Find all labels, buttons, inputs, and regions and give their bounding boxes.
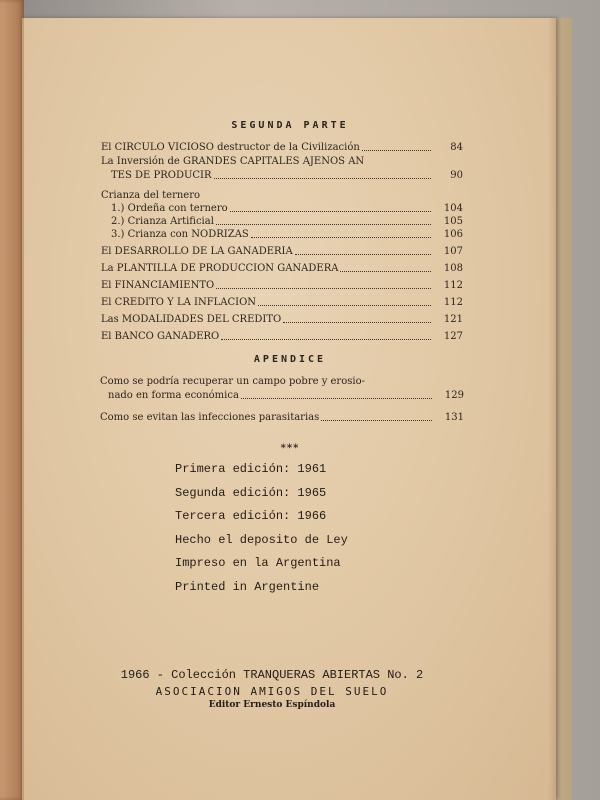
toc-leader (216, 224, 431, 225)
toc-leader (251, 237, 431, 238)
toc-entry (101, 308, 463, 325)
toc-entry-page: 121 (443, 314, 463, 325)
toc-entry (100, 387, 464, 401)
toc-leader (214, 178, 431, 179)
section-heading-apendice: APENDICE (253, 354, 327, 365)
edition-line: Primera edición: 1961 (175, 462, 327, 476)
toc-entry-page: 112 (443, 280, 463, 291)
toc-entry-title: 2.) Crianza Artificial (111, 216, 214, 227)
toc-entry-page: 127 (443, 331, 463, 342)
toc-entry-page: 108 (443, 263, 463, 274)
toc-segunda-parte (101, 136, 463, 342)
edition-line: Printed in Argentine (175, 579, 320, 594)
toc-entry-title: El CIRCULO VICIOSO destructor de la Civilización (101, 142, 360, 153)
toc-entry-page: 112 (443, 297, 463, 308)
toc-entry-title: Crianza del ternero (101, 190, 201, 201)
toc-entry-title: El CREDITO Y LA INFLACION (101, 297, 257, 308)
toc-entry-title: La PLANTILLA DE PRODUCCION GANADERA (101, 263, 339, 274)
edition-line: Impreso en la Argentina (175, 556, 341, 570)
toc-leader (340, 271, 431, 272)
toc-entry-page: 131 (444, 412, 464, 423)
toc-entry (101, 274, 463, 291)
toc-entry-page: 84 (450, 142, 463, 153)
toc-entry-page: 106 (443, 229, 463, 240)
toc-entry-title-continued: nado en forma económica (108, 390, 239, 401)
toc-leader (362, 150, 431, 151)
toc-entry (101, 167, 463, 181)
colophon-editor: Editor Ernesto Espíndola (208, 700, 336, 710)
edition-line: Segunda edición: 1965 (175, 485, 327, 500)
toc-entry-title: Las MODALIDADES DEL CREDITO (101, 314, 282, 325)
toc-entry (101, 240, 463, 257)
edition-block (175, 458, 348, 599)
toc-leader (295, 254, 431, 255)
toc-entry-page: 129 (444, 390, 464, 401)
toc-leader (283, 322, 431, 323)
toc-entry-title: 1.) Ordeña con ternero (111, 203, 228, 214)
toc-entry-title-continued: TES DE PRODUCIR (111, 170, 212, 181)
toc-entry (101, 136, 463, 153)
toc-entry-title: Como se evitan las infecciones parasitarias (100, 412, 320, 423)
toc-entry (100, 401, 464, 423)
toc-entry-title: Como se podría recuperar un campo pobre y erosio- (100, 376, 365, 387)
toc-entry (100, 374, 464, 387)
toc-entry-title: 3.) Crianza con NODRIZAS (111, 229, 249, 240)
toc-entry-title: El BANCO GANADERO (101, 331, 220, 342)
toc-entry (101, 214, 463, 227)
toc-entry-page: 90 (450, 170, 463, 181)
toc-entry (101, 291, 463, 308)
toc-entry-title: El DESARROLLO DE LA GANADERIA (101, 246, 293, 257)
toc-apendice (100, 374, 464, 423)
toc-entry (101, 153, 463, 167)
toc-leader (258, 305, 431, 306)
edition-line: Tercera edición: 1966 (175, 509, 327, 523)
page-stack-edge (554, 18, 572, 800)
toc-entry (101, 201, 463, 214)
toc-leader (230, 211, 431, 212)
toc-entry (101, 257, 463, 274)
toc-entry-page: 107 (443, 246, 463, 257)
page-shadow (548, 18, 556, 800)
toc-entry-page: 105 (443, 216, 463, 227)
toc-leader (321, 420, 432, 421)
separator-stars: *** (280, 443, 300, 454)
colophon-collection: 1966 - Colección TRANQUERAS ABIERTAS No. 2 (120, 668, 424, 682)
toc-leader (241, 398, 432, 399)
edition-line: Hecho el deposito de Ley (175, 532, 348, 547)
colophon-publisher: ASOCIACION AMIGOS DEL SUELO (155, 685, 389, 698)
toc-entry-title: La Inversión de GRANDES CAPITALES AJENOS AN (101, 156, 365, 167)
toc-leader (216, 288, 431, 289)
toc-entry-page: 104 (443, 203, 463, 214)
section-heading-segunda-parte: SEGUNDA PARTE (231, 120, 349, 131)
toc-entry-title: El FINANCIAMIENTO (101, 280, 215, 291)
toc-group-heading (101, 181, 463, 201)
toc-entry (101, 325, 463, 342)
book-page (22, 18, 556, 800)
toc-leader (221, 339, 431, 340)
toc-entry (101, 227, 463, 240)
